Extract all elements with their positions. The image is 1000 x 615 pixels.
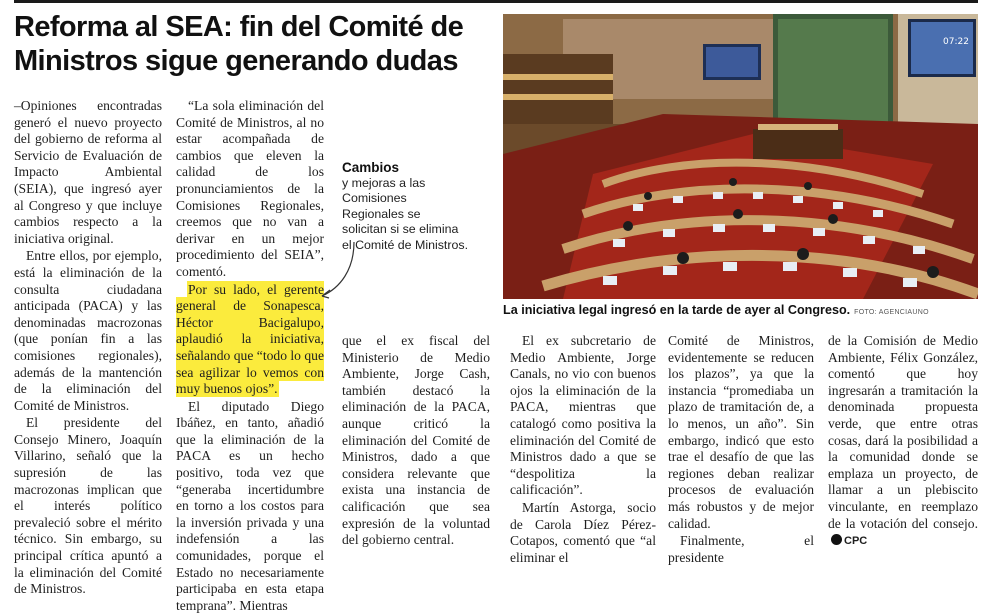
photo-caption bbox=[503, 303, 978, 317]
congress-photo bbox=[503, 14, 978, 299]
sidebar-text: y mejoras a las Comisiones Regionales se solicitan si se elimina el Comité de Ministros. bbox=[342, 175, 469, 252]
article-column-1 bbox=[14, 98, 162, 599]
paragraph bbox=[828, 333, 978, 550]
article-column-2 bbox=[176, 98, 324, 615]
article-column-4 bbox=[510, 333, 656, 567]
paragraph: –Opiniones encontradas generó el nuevo proyecto del gobierno de reforma al Servicio de Evaluación de Impacto Ambiental (SEIA), que ingresó ayer al Congreso y que incluye cambios respecto a la iniciativa original. bbox=[14, 98, 162, 246]
highlighted-quote: Por su lado, el gerente general de Sonapesca, Héctor Bacigalupo, aplaudió la iniciativa, señalando que “todo lo que sea agilizar lo vemos con muy buenos ojos”. bbox=[176, 281, 324, 397]
signature-text: CPC bbox=[844, 535, 868, 548]
headline: Reforma al SEA: fin del Comité de Ministros sigue generando dudas bbox=[14, 11, 464, 77]
paragraph: Comité de Ministros, evidentemente se reducen los plazos”, ya que la instancia “promediaba un plazo de tramitación de, a lo menos, un año”. Sin embargo, indicó que esto trae el desafío de que las regiones deban realizar procesos de evaluación más robustos y de mejor calidad. bbox=[668, 333, 814, 531]
photo-credit: FOTO: AGENCIAUNO bbox=[854, 309, 929, 316]
article-column-6 bbox=[828, 333, 978, 551]
callout-arrow-icon bbox=[318, 240, 358, 300]
caption-text: La iniciativa legal ingresó en la tarde de ayer al Congreso. bbox=[503, 303, 851, 317]
article-column-3 bbox=[342, 333, 490, 550]
paragraph-text: de la Comisión de Medio Ambiente, Félix González, comentó que hoy ingresarán a tramitación la denominada propuesta verde, que entre otras cosas, dará la posibilidad a la comunidad donde se emplaza un proyecto, de llamar a un plebiscito vinculante, en reemplazo de la votación del consejo. bbox=[828, 333, 978, 531]
top-rule bbox=[14, 0, 978, 3]
paragraph: El ex subcretario de Medio Ambiente, Jorge Canals, no vio con buenos ojos la eliminación de la PACA, mientras que catalogó como positiva la eliminación del Comité de Ministros dado a que se “despolitiza la calificación”. bbox=[510, 333, 656, 498]
paragraph: El presidente del Consejo Minero, Joaquín Villarino, señaló que la supresión de las macrozonas implican que el interés político prevaleció sobre el mérito técnico. Sin embargo, su principal crítica apuntó a la eliminación del Comité de Ministros. bbox=[14, 415, 162, 597]
author-signature bbox=[828, 535, 867, 547]
screen-clock: 07:22 bbox=[943, 37, 969, 47]
paragraph: Finalmente, el presidente bbox=[668, 533, 814, 565]
sidebar-callout bbox=[342, 160, 468, 253]
sidebar-title: Cambios bbox=[342, 160, 400, 175]
paragraph: El diputado Diego Ibáñez, en tanto, añadió que la eliminación de la PACA es un hecho positivo, toda vez que “generaba incertidumbre en torno a los costos para la inversión privada y una indefensión a las comunidades, porque el Estado no necesariamente participaba en esta etapa temprana”. Mientras bbox=[176, 398, 324, 613]
publication-logo-icon bbox=[831, 534, 842, 545]
highlighted-paragraph bbox=[176, 282, 324, 398]
paragraph: “La sola eliminación del Comité de Ministros, al no estar acompañada de cambios que eleven la calidad de los pronunciamientos de la Comisiones Regionales, creemos que no van a derivar en un mejor procedimiento del SEIA”, comentó. bbox=[176, 98, 324, 279]
paragraph: Martín Astorga, socio de Carola Díez Pérez-Cotapos, comentó que “al eliminar el bbox=[510, 499, 656, 565]
paragraph: Entre ellos, por ejemplo, está la eliminación de la consulta ciudadana anticipada (PACA) y las denominadas macrozonas (que ponían fin a las comisiones regionales), además de la mantención de la eliminación del Comité de Ministros. bbox=[14, 248, 162, 413]
article-column-5 bbox=[668, 333, 814, 567]
paragraph: que el ex fiscal del Ministerio de Medio Ambiente, Jorge Cash, también destacó la eliminación de la PACA, aunque criticó la eliminación del Comité de Ministros, dado a que considera relevante que exista una instancia de calificación que sea expresión de la voluntad del gobierno central. bbox=[342, 333, 490, 548]
